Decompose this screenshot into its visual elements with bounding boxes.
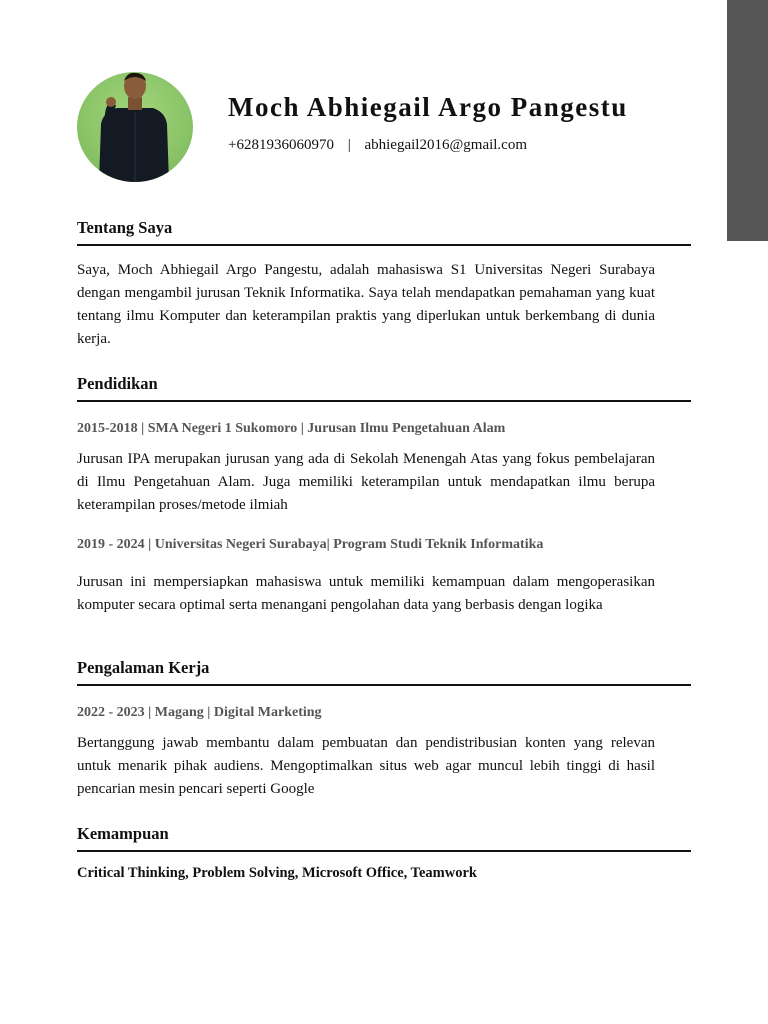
skills-list: Critical Thinking, Problem Solving, Microsoft Office, Teamwork: [77, 865, 477, 881]
email-address: abhiegail2016@gmail.com: [364, 137, 528, 153]
section-title-experience: Pengalaman Kerja: [77, 658, 691, 686]
candidate-name: Moch Abhiegail Argo Pangestu: [228, 92, 628, 122]
section-title-education: Pendidikan: [77, 374, 691, 402]
section-title-skills: Kemampuan: [77, 824, 691, 852]
education-description: Jurusan ini mempersiapkan mahasiswa untuk memiliki kemampuan dalam mengoperasikan komputer secara optimal serta menangani pengolahan data yang berbasis dengan logika: [77, 574, 655, 613]
scrollbar-thumb[interactable]: [727, 0, 768, 241]
education-heading: 2015-2018 | SMA Negeri 1 Sukomoro | Jurusan Ilmu Pengetahuan Alam: [77, 421, 506, 436]
section-title-about: Tentang Saya: [77, 218, 691, 246]
about-text: Saya, Moch Abhiegail Argo Pangestu, adalah mahasiswa S1 Universitas Negeri Surabaya dengan mengambil jurusan Teknik Informatika. Saya telah mendapatkan pemahaman yang kuat tentang ilmu Komputer dan keterampilan praktis yang diperlukan untuk berkembang di dunia kerja.: [77, 262, 655, 347]
profile-photo: [77, 72, 193, 182]
experience-heading: 2022 - 2023 | Magang | Digital Marketing: [77, 705, 322, 720]
contact-separator: |: [347, 137, 351, 153]
phone-number: +6281936060970: [228, 137, 334, 153]
person-silhouette: [77, 72, 193, 182]
contact-line: [228, 137, 527, 154]
experience-description: Bertanggung jawab membantu dalam pembuatan dan pendistribusian konten yang relevan untuk menarik pihak audiens. Mengoptimalkan situs web agar muncul lebih tinggi di hasil pencarian mesin pencari seperti Google: [77, 735, 655, 797]
education-heading: 2019 - 2024 | Universitas Negeri Surabaya| Program Studi Teknik Informatika: [77, 537, 544, 552]
education-description: Jurusan IPA merupakan jurusan yang ada di Sekolah Menengah Atas yang fokus pembelajaran di Ilmu Pengetahuan Alam. Juga memiliki keterampilan untuk mendapatkan ilmu berupa keterampilan proses/metode ilmiah: [77, 451, 655, 513]
